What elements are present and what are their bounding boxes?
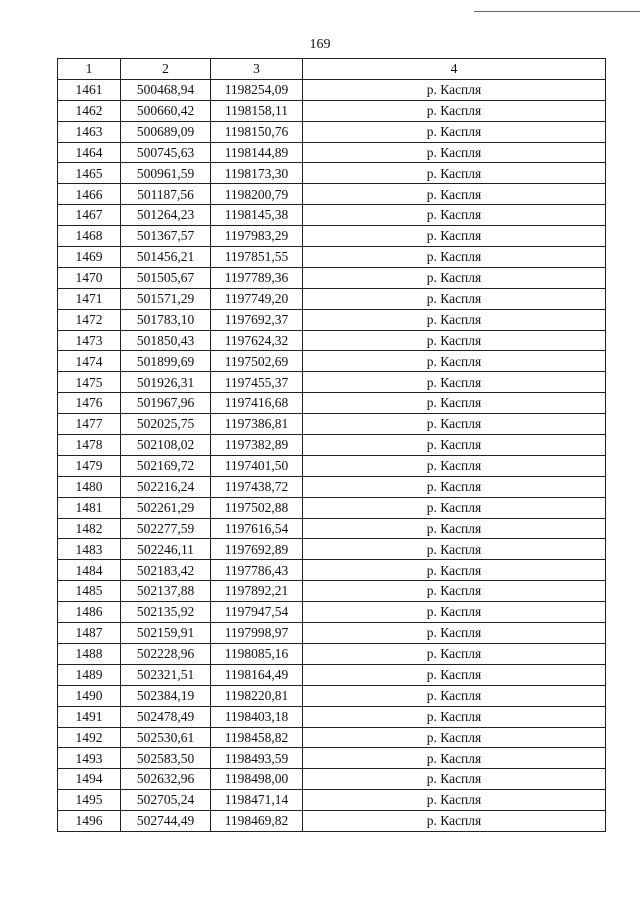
y-coordinate-cell: 1197692,37 [211,309,303,330]
y-coordinate-cell: 1198144,89 [211,142,303,163]
y-coordinate-cell: 1198471,14 [211,790,303,811]
y-coordinate-cell: 1197624,32 [211,330,303,351]
x-coordinate-cell: 502583,50 [121,748,211,769]
y-coordinate-cell: 1197382,89 [211,435,303,456]
location-name-cell: р. Каспля [303,497,606,518]
table-row [58,435,606,456]
x-coordinate-cell: 501367,57 [121,226,211,247]
y-coordinate-cell: 1197892,21 [211,581,303,602]
point-number-cell: 1469 [58,247,121,268]
location-name-cell: р. Каспля [303,330,606,351]
point-number-cell: 1477 [58,414,121,435]
x-coordinate-cell: 502216,24 [121,476,211,497]
location-name-cell: р. Каспля [303,351,606,372]
point-number-cell: 1482 [58,518,121,539]
y-coordinate-cell: 1197947,54 [211,602,303,623]
y-coordinate-cell: 1197502,69 [211,351,303,372]
location-name-cell: р. Каспля [303,769,606,790]
y-coordinate-cell: 1198158,11 [211,100,303,121]
y-coordinate-cell: 1198254,09 [211,79,303,100]
location-name-cell: р. Каспля [303,748,606,769]
location-name-cell: р. Каспля [303,121,606,142]
column-header: 2 [121,59,211,80]
y-coordinate-cell: 1198220,81 [211,685,303,706]
x-coordinate-cell: 502183,42 [121,560,211,581]
table-row [58,121,606,142]
point-number-cell: 1474 [58,351,121,372]
table-row [58,706,606,727]
y-coordinate-cell: 1197692,89 [211,539,303,560]
point-number-cell: 1464 [58,142,121,163]
scan-edge-line [474,11,640,12]
point-number-cell: 1478 [58,435,121,456]
table-row [58,351,606,372]
point-number-cell: 1489 [58,664,121,685]
location-name-cell: р. Каспля [303,226,606,247]
table-row [58,811,606,832]
y-coordinate-cell: 1198493,59 [211,748,303,769]
table-row [58,581,606,602]
x-coordinate-cell: 500468,94 [121,79,211,100]
table-row [58,414,606,435]
location-name-cell: р. Каспля [303,184,606,205]
y-coordinate-cell: 1198498,00 [211,769,303,790]
location-name-cell: р. Каспля [303,476,606,497]
location-name-cell: р. Каспля [303,643,606,664]
location-name-cell: р. Каспля [303,790,606,811]
table-row [58,476,606,497]
table-row [58,643,606,664]
table-row [58,685,606,706]
x-coordinate-cell: 502530,61 [121,727,211,748]
x-coordinate-cell: 502632,96 [121,769,211,790]
x-coordinate-cell: 501850,43 [121,330,211,351]
table-row [58,288,606,309]
location-name-cell: р. Каспля [303,455,606,476]
point-number-cell: 1484 [58,560,121,581]
x-coordinate-cell: 501187,56 [121,184,211,205]
x-coordinate-cell: 501505,67 [121,267,211,288]
point-number-cell: 1479 [58,455,121,476]
table-row [58,330,606,351]
point-number-cell: 1467 [58,205,121,226]
x-coordinate-cell: 500689,09 [121,121,211,142]
point-number-cell: 1481 [58,497,121,518]
x-coordinate-cell: 500745,63 [121,142,211,163]
table-header-row [58,59,606,80]
y-coordinate-cell: 1197749,20 [211,288,303,309]
y-coordinate-cell: 1198173,30 [211,163,303,184]
location-name-cell: р. Каспля [303,560,606,581]
page-number: 169 [309,37,331,52]
x-coordinate-cell: 502159,91 [121,623,211,644]
y-coordinate-cell: 1197502,88 [211,497,303,518]
table-row [58,205,606,226]
point-number-cell: 1492 [58,727,121,748]
table-row [58,518,606,539]
column-header: 4 [303,59,606,80]
x-coordinate-cell: 502384,19 [121,685,211,706]
y-coordinate-cell: 1197998,97 [211,623,303,644]
location-name-cell: р. Каспля [303,247,606,268]
point-number-cell: 1472 [58,309,121,330]
table-row [58,163,606,184]
x-coordinate-cell: 502108,02 [121,435,211,456]
x-coordinate-cell: 502705,24 [121,790,211,811]
location-name-cell: р. Каспля [303,811,606,832]
point-number-cell: 1496 [58,811,121,832]
x-coordinate-cell: 501264,23 [121,205,211,226]
point-number-cell: 1463 [58,121,121,142]
x-coordinate-cell: 502261,29 [121,497,211,518]
point-number-cell: 1468 [58,226,121,247]
point-number-cell: 1462 [58,100,121,121]
y-coordinate-cell: 1198200,79 [211,184,303,205]
location-name-cell: р. Каспля [303,309,606,330]
point-number-cell: 1483 [58,539,121,560]
x-coordinate-cell: 501899,69 [121,351,211,372]
location-name-cell: р. Каспля [303,372,606,393]
y-coordinate-cell: 1198164,49 [211,664,303,685]
point-number-cell: 1470 [58,267,121,288]
x-coordinate-cell: 502169,72 [121,455,211,476]
point-number-cell: 1475 [58,372,121,393]
location-name-cell: р. Каспля [303,267,606,288]
y-coordinate-cell: 1197386,81 [211,414,303,435]
table-row [58,247,606,268]
location-name-cell: р. Каспля [303,288,606,309]
table-row [58,455,606,476]
column-header: 3 [211,59,303,80]
location-name-cell: р. Каспля [303,518,606,539]
table-row [58,79,606,100]
location-name-cell: р. Каспля [303,602,606,623]
column-header: 1 [58,59,121,80]
x-coordinate-cell: 502277,59 [121,518,211,539]
y-coordinate-cell: 1198145,38 [211,205,303,226]
point-number-cell: 1465 [58,163,121,184]
location-name-cell: р. Каспля [303,664,606,685]
y-coordinate-cell: 1197983,29 [211,226,303,247]
x-coordinate-cell: 501571,29 [121,288,211,309]
location-name-cell: р. Каспля [303,79,606,100]
table-row [58,393,606,414]
y-coordinate-cell: 1198085,16 [211,643,303,664]
point-number-cell: 1488 [58,643,121,664]
point-number-cell: 1466 [58,184,121,205]
point-number-cell: 1491 [58,706,121,727]
location-name-cell: р. Каспля [303,142,606,163]
table-row [58,602,606,623]
point-number-cell: 1493 [58,748,121,769]
x-coordinate-cell: 502246,11 [121,539,211,560]
point-number-cell: 1476 [58,393,121,414]
y-coordinate-cell: 1197851,55 [211,247,303,268]
x-coordinate-cell: 500660,42 [121,100,211,121]
table-row [58,790,606,811]
location-name-cell: р. Каспля [303,393,606,414]
table-row [58,623,606,644]
y-coordinate-cell: 1197616,54 [211,518,303,539]
y-coordinate-cell: 1197416,68 [211,393,303,414]
x-coordinate-cell: 501926,31 [121,372,211,393]
x-coordinate-cell: 501783,10 [121,309,211,330]
point-number-cell: 1471 [58,288,121,309]
location-name-cell: р. Каспля [303,727,606,748]
x-coordinate-cell: 500961,59 [121,163,211,184]
y-coordinate-cell: 1198150,76 [211,121,303,142]
location-name-cell: р. Каспля [303,623,606,644]
x-coordinate-cell: 502744,49 [121,811,211,832]
point-number-cell: 1495 [58,790,121,811]
table-row [58,226,606,247]
y-coordinate-cell: 1197455,37 [211,372,303,393]
point-number-cell: 1485 [58,581,121,602]
y-coordinate-cell: 1198458,82 [211,727,303,748]
point-number-cell: 1461 [58,79,121,100]
x-coordinate-cell: 502135,92 [121,602,211,623]
x-coordinate-cell: 502137,88 [121,581,211,602]
table-row [58,100,606,121]
y-coordinate-cell: 1197789,36 [211,267,303,288]
table-row [58,560,606,581]
y-coordinate-cell: 1197438,72 [211,476,303,497]
table-row [58,184,606,205]
table-row [58,497,606,518]
table-row [58,769,606,790]
location-name-cell: р. Каспля [303,100,606,121]
table-row [58,664,606,685]
y-coordinate-cell: 1197401,50 [211,455,303,476]
point-number-cell: 1490 [58,685,121,706]
table-body [58,59,606,832]
x-coordinate-cell: 502478,49 [121,706,211,727]
point-number-cell: 1494 [58,769,121,790]
location-name-cell: р. Каспля [303,581,606,602]
y-coordinate-cell: 1198469,82 [211,811,303,832]
x-coordinate-cell: 502025,75 [121,414,211,435]
table-row [58,727,606,748]
table-row [58,309,606,330]
table-row [58,267,606,288]
location-name-cell: р. Каспля [303,706,606,727]
table-row [58,748,606,769]
table-row [58,539,606,560]
location-name-cell: р. Каспля [303,685,606,706]
y-coordinate-cell: 1197786,43 [211,560,303,581]
coordinates-table [57,58,606,832]
location-name-cell: р. Каспля [303,163,606,184]
location-name-cell: р. Каспля [303,539,606,560]
location-name-cell: р. Каспля [303,414,606,435]
y-coordinate-cell: 1198403,18 [211,706,303,727]
x-coordinate-cell: 502228,96 [121,643,211,664]
point-number-cell: 1480 [58,476,121,497]
x-coordinate-cell: 501967,96 [121,393,211,414]
location-name-cell: р. Каспля [303,435,606,456]
x-coordinate-cell: 501456,21 [121,247,211,268]
table-row [58,142,606,163]
location-name-cell: р. Каспля [303,205,606,226]
point-number-cell: 1486 [58,602,121,623]
point-number-cell: 1487 [58,623,121,644]
table-row [58,372,606,393]
point-number-cell: 1473 [58,330,121,351]
x-coordinate-cell: 502321,51 [121,664,211,685]
